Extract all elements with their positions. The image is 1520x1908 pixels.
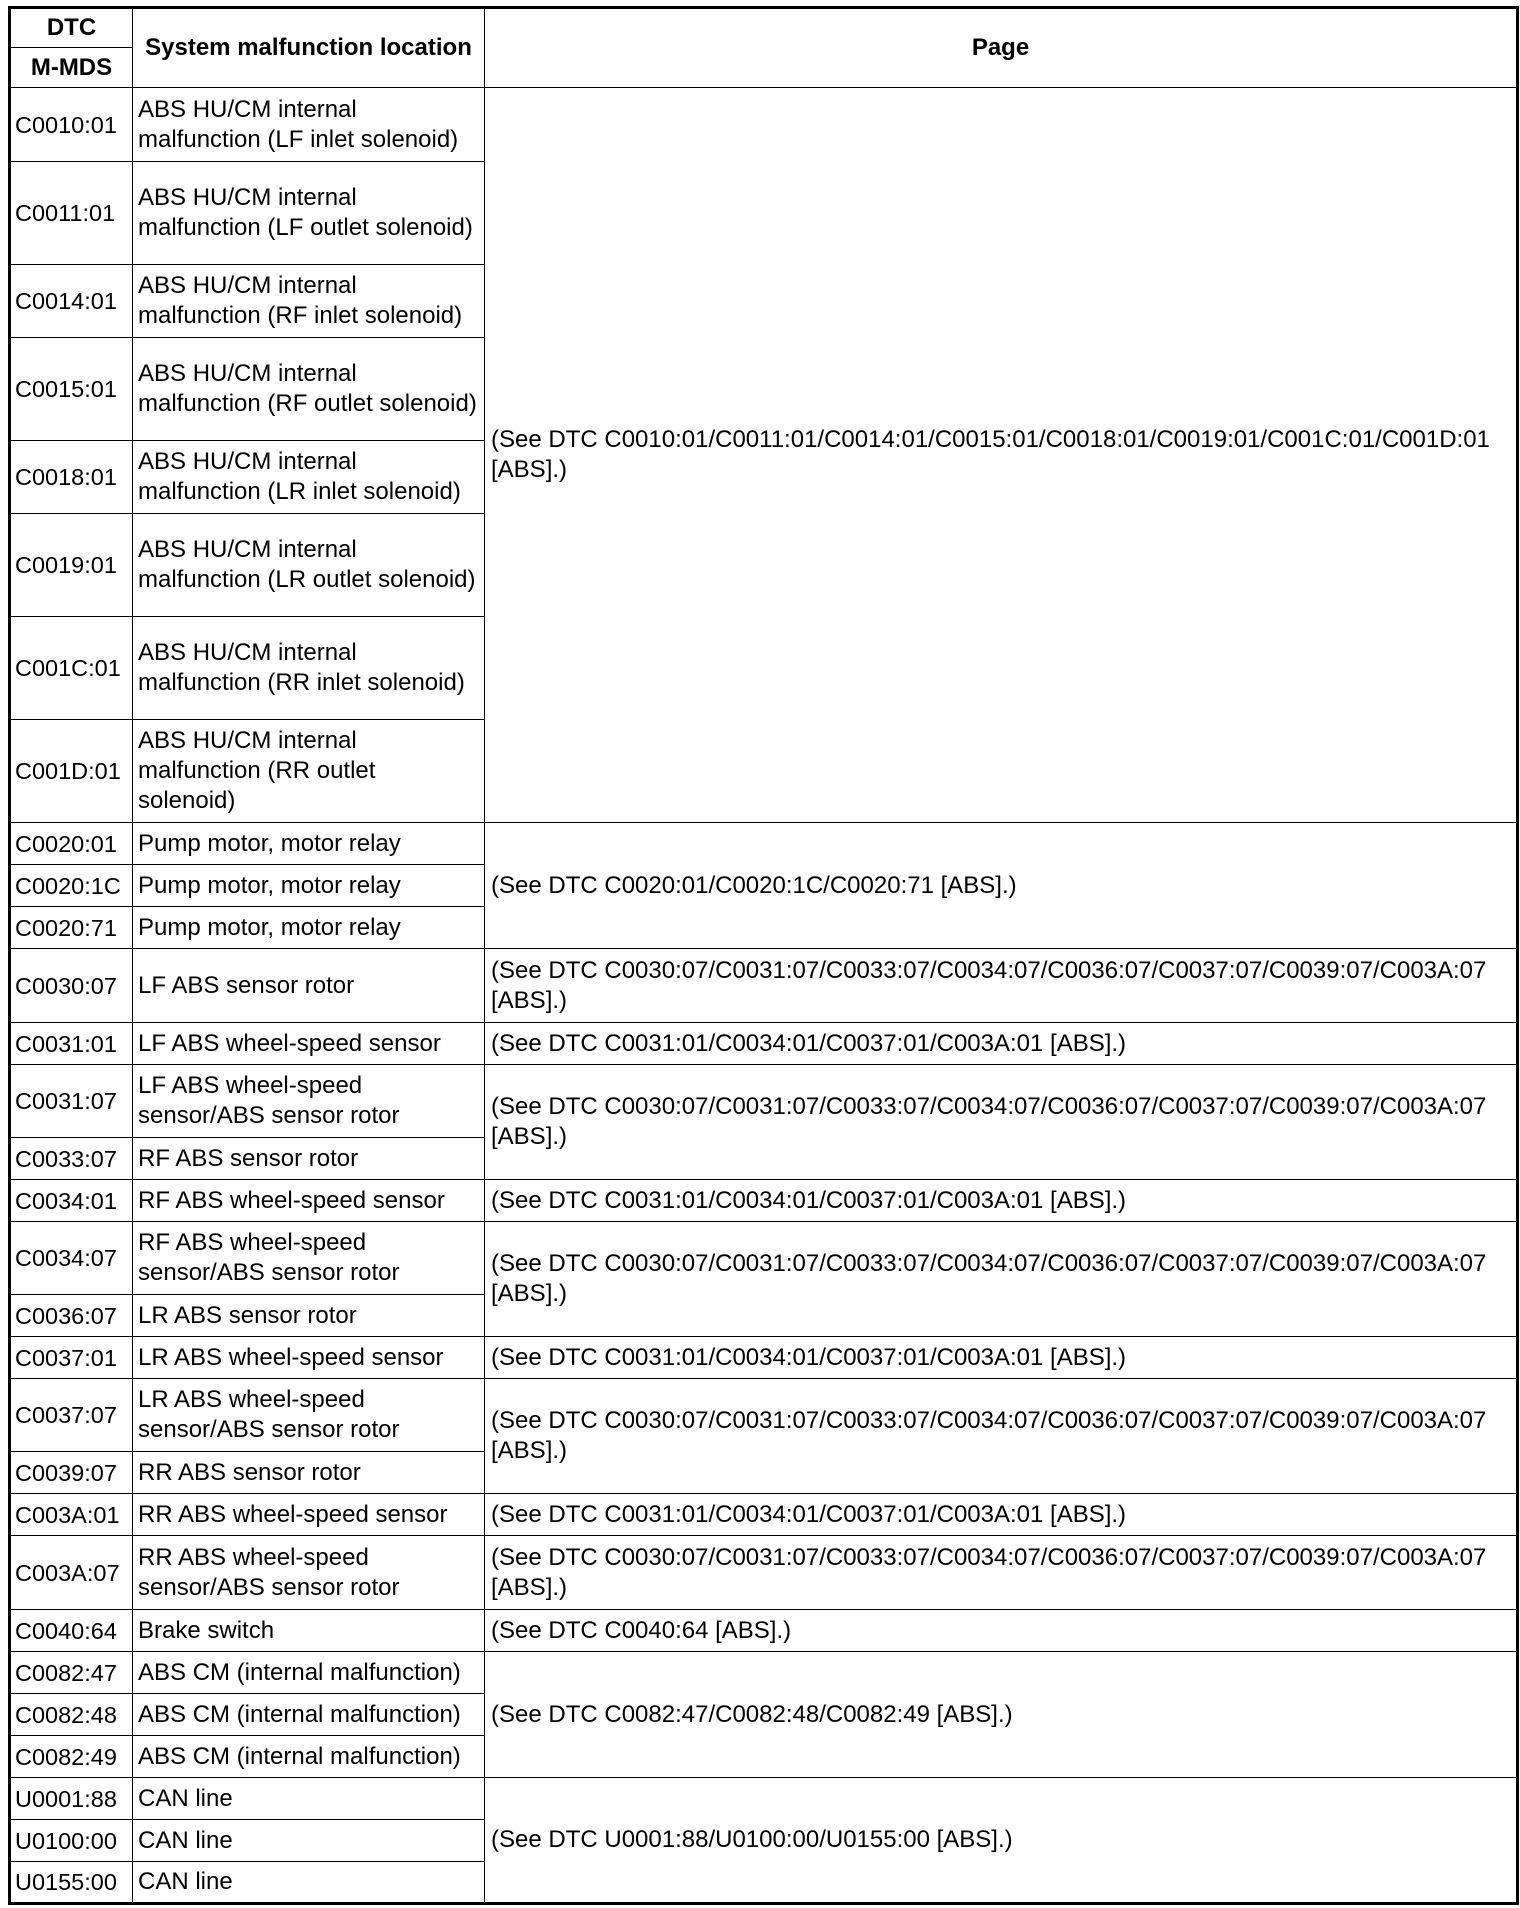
page-reference: (See DTC C0031:01/C0034:01/C0037:01/C003A:01 [ABS].) — [485, 1023, 1518, 1065]
malfunction-location: ABS HU/CM internal malfunction (LR outlet solenoid) — [133, 514, 485, 617]
page-reference: (See DTC C0030:07/C0031:07/C0033:07/C0034:07/C0036:07/C0037:07/C0039:07/C003A:07 [ABS].) — [485, 949, 1518, 1023]
page-reference: (See DTC C0030:07/C0031:07/C0033:07/C0034:07/C0036:07/C0037:07/C0039:07/C003A:07 [ABS].) — [485, 1379, 1518, 1494]
dtc-code: U0155:00 — [10, 1862, 133, 1904]
header-mmds: M-MDS — [10, 48, 133, 88]
table-row — [10, 823, 1518, 865]
page-reference: (See DTC C0031:01/C0034:01/C0037:01/C003A:01 [ABS].) — [485, 1180, 1518, 1222]
table-row — [10, 949, 1518, 1023]
malfunction-location: CAN line — [133, 1862, 485, 1904]
dtc-code: C0030:07 — [10, 949, 133, 1023]
header-location: System malfunction location — [133, 8, 485, 88]
dtc-code: C0039:07 — [10, 1452, 133, 1494]
page-reference: (See DTC C0030:07/C0031:07/C0033:07/C0034:07/C0036:07/C0037:07/C0039:07/C003A:07 [ABS].) — [485, 1536, 1518, 1610]
table-row — [10, 88, 1518, 162]
malfunction-location: CAN line — [133, 1820, 485, 1862]
dtc-code: C001C:01 — [10, 617, 133, 720]
page-reference: (See DTC C0020:01/C0020:1C/C0020:71 [ABS].) — [485, 823, 1518, 949]
table-row — [10, 1494, 1518, 1536]
malfunction-location: Pump motor, motor relay — [133, 823, 485, 865]
malfunction-location: Pump motor, motor relay — [133, 907, 485, 949]
dtc-code: C0010:01 — [10, 88, 133, 162]
malfunction-location: Brake switch — [133, 1610, 485, 1652]
page-reference: (See DTC C0040:64 [ABS].) — [485, 1610, 1518, 1652]
table-row — [10, 1180, 1518, 1222]
dtc-code: C0020:71 — [10, 907, 133, 949]
malfunction-location: ABS CM (internal malfunction) — [133, 1694, 485, 1736]
dtc-code: C0036:07 — [10, 1295, 133, 1337]
page-reference: (See DTC C0031:01/C0034:01/C0037:01/C003A:01 [ABS].) — [485, 1337, 1518, 1379]
page-reference: (See DTC C0030:07/C0031:07/C0033:07/C0034:07/C0036:07/C0037:07/C0039:07/C003A:07 [ABS].) — [485, 1222, 1518, 1337]
dtc-code: C0019:01 — [10, 514, 133, 617]
malfunction-location: RR ABS sensor rotor — [133, 1452, 485, 1494]
page-reference: (See DTC U0001:88/U0100:00/U0155:00 [ABS].) — [485, 1778, 1518, 1904]
malfunction-location: LR ABS wheel-speed sensor — [133, 1337, 485, 1379]
malfunction-location: ABS HU/CM internal malfunction (LF outlet solenoid) — [133, 162, 485, 265]
header-page: Page — [485, 8, 1518, 88]
dtc-code: C0037:07 — [10, 1379, 133, 1452]
dtc-code: C003A:07 — [10, 1536, 133, 1610]
malfunction-location: RF ABS sensor rotor — [133, 1138, 485, 1180]
dtc-code: C003A:01 — [10, 1494, 133, 1536]
dtc-code: C0018:01 — [10, 441, 133, 514]
malfunction-location: LF ABS wheel-speed sensor — [133, 1023, 485, 1065]
malfunction-location: CAN line — [133, 1778, 485, 1820]
dtc-code: C0011:01 — [10, 162, 133, 265]
dtc-code: C0082:48 — [10, 1694, 133, 1736]
dtc-table — [8, 6, 1519, 1905]
dtc-code: C0082:49 — [10, 1736, 133, 1778]
header-dtc: DTC — [10, 8, 133, 48]
dtc-code: C0014:01 — [10, 265, 133, 338]
malfunction-location: Pump motor, motor relay — [133, 865, 485, 907]
malfunction-location: RF ABS wheel-speed sensor — [133, 1180, 485, 1222]
table-row — [10, 1652, 1518, 1694]
table-row — [10, 1536, 1518, 1610]
dtc-code: C0034:01 — [10, 1180, 133, 1222]
page-reference: (See DTC C0082:47/C0082:48/C0082:49 [ABS].) — [485, 1652, 1518, 1778]
malfunction-location: ABS HU/CM internal malfunction (LF inlet solenoid) — [133, 88, 485, 162]
malfunction-location: LF ABS sensor rotor — [133, 949, 485, 1023]
malfunction-location: LF ABS wheel-speed sensor/ABS sensor rotor — [133, 1065, 485, 1138]
dtc-code: U0100:00 — [10, 1820, 133, 1862]
malfunction-location: LR ABS sensor rotor — [133, 1295, 485, 1337]
dtc-code: C0015:01 — [10, 338, 133, 441]
malfunction-location: ABS HU/CM internal malfunction (RF outlet solenoid) — [133, 338, 485, 441]
dtc-code: C0031:01 — [10, 1023, 133, 1065]
dtc-code: C0082:47 — [10, 1652, 133, 1694]
dtc-code: C0020:1C — [10, 865, 133, 907]
malfunction-location: LR ABS wheel-speed sensor/ABS sensor rotor — [133, 1379, 485, 1452]
malfunction-location: RF ABS wheel-speed sensor/ABS sensor rotor — [133, 1222, 485, 1295]
dtc-code: C0040:64 — [10, 1610, 133, 1652]
malfunction-location: ABS HU/CM internal malfunction (RR outlet solenoid) — [133, 720, 485, 823]
dtc-code: C0037:01 — [10, 1337, 133, 1379]
dtc-code: C001D:01 — [10, 720, 133, 823]
dtc-code: U0001:88 — [10, 1778, 133, 1820]
dtc-code: C0033:07 — [10, 1138, 133, 1180]
dtc-code: C0034:07 — [10, 1222, 133, 1295]
malfunction-location: ABS CM (internal malfunction) — [133, 1736, 485, 1778]
table-row — [10, 1337, 1518, 1379]
table-row — [10, 1610, 1518, 1652]
table-row — [10, 1778, 1518, 1820]
malfunction-location: ABS HU/CM internal malfunction (RF inlet solenoid) — [133, 265, 485, 338]
malfunction-location: ABS HU/CM internal malfunction (RR inlet solenoid) — [133, 617, 485, 720]
page-reference: (See DTC C0030:07/C0031:07/C0033:07/C0034:07/C0036:07/C0037:07/C0039:07/C003A:07 [ABS].) — [485, 1065, 1518, 1180]
table-row — [10, 1023, 1518, 1065]
malfunction-location: RR ABS wheel-speed sensor/ABS sensor rotor — [133, 1536, 485, 1610]
page-reference: (See DTC C0010:01/C0011:01/C0014:01/C0015:01/C0018:01/C0019:01/C001C:01/C001D:01 [ABS].) — [485, 88, 1518, 823]
table-row — [10, 1222, 1518, 1295]
dtc-code: C0031:07 — [10, 1065, 133, 1138]
malfunction-location: ABS HU/CM internal malfunction (LR inlet solenoid) — [133, 441, 485, 514]
dtc-code: C0020:01 — [10, 823, 133, 865]
page-reference: (See DTC C0031:01/C0034:01/C0037:01/C003A:01 [ABS].) — [485, 1494, 1518, 1536]
malfunction-location: RR ABS wheel-speed sensor — [133, 1494, 485, 1536]
table-row — [10, 1065, 1518, 1138]
malfunction-location: ABS CM (internal malfunction) — [133, 1652, 485, 1694]
table-row — [10, 1379, 1518, 1452]
